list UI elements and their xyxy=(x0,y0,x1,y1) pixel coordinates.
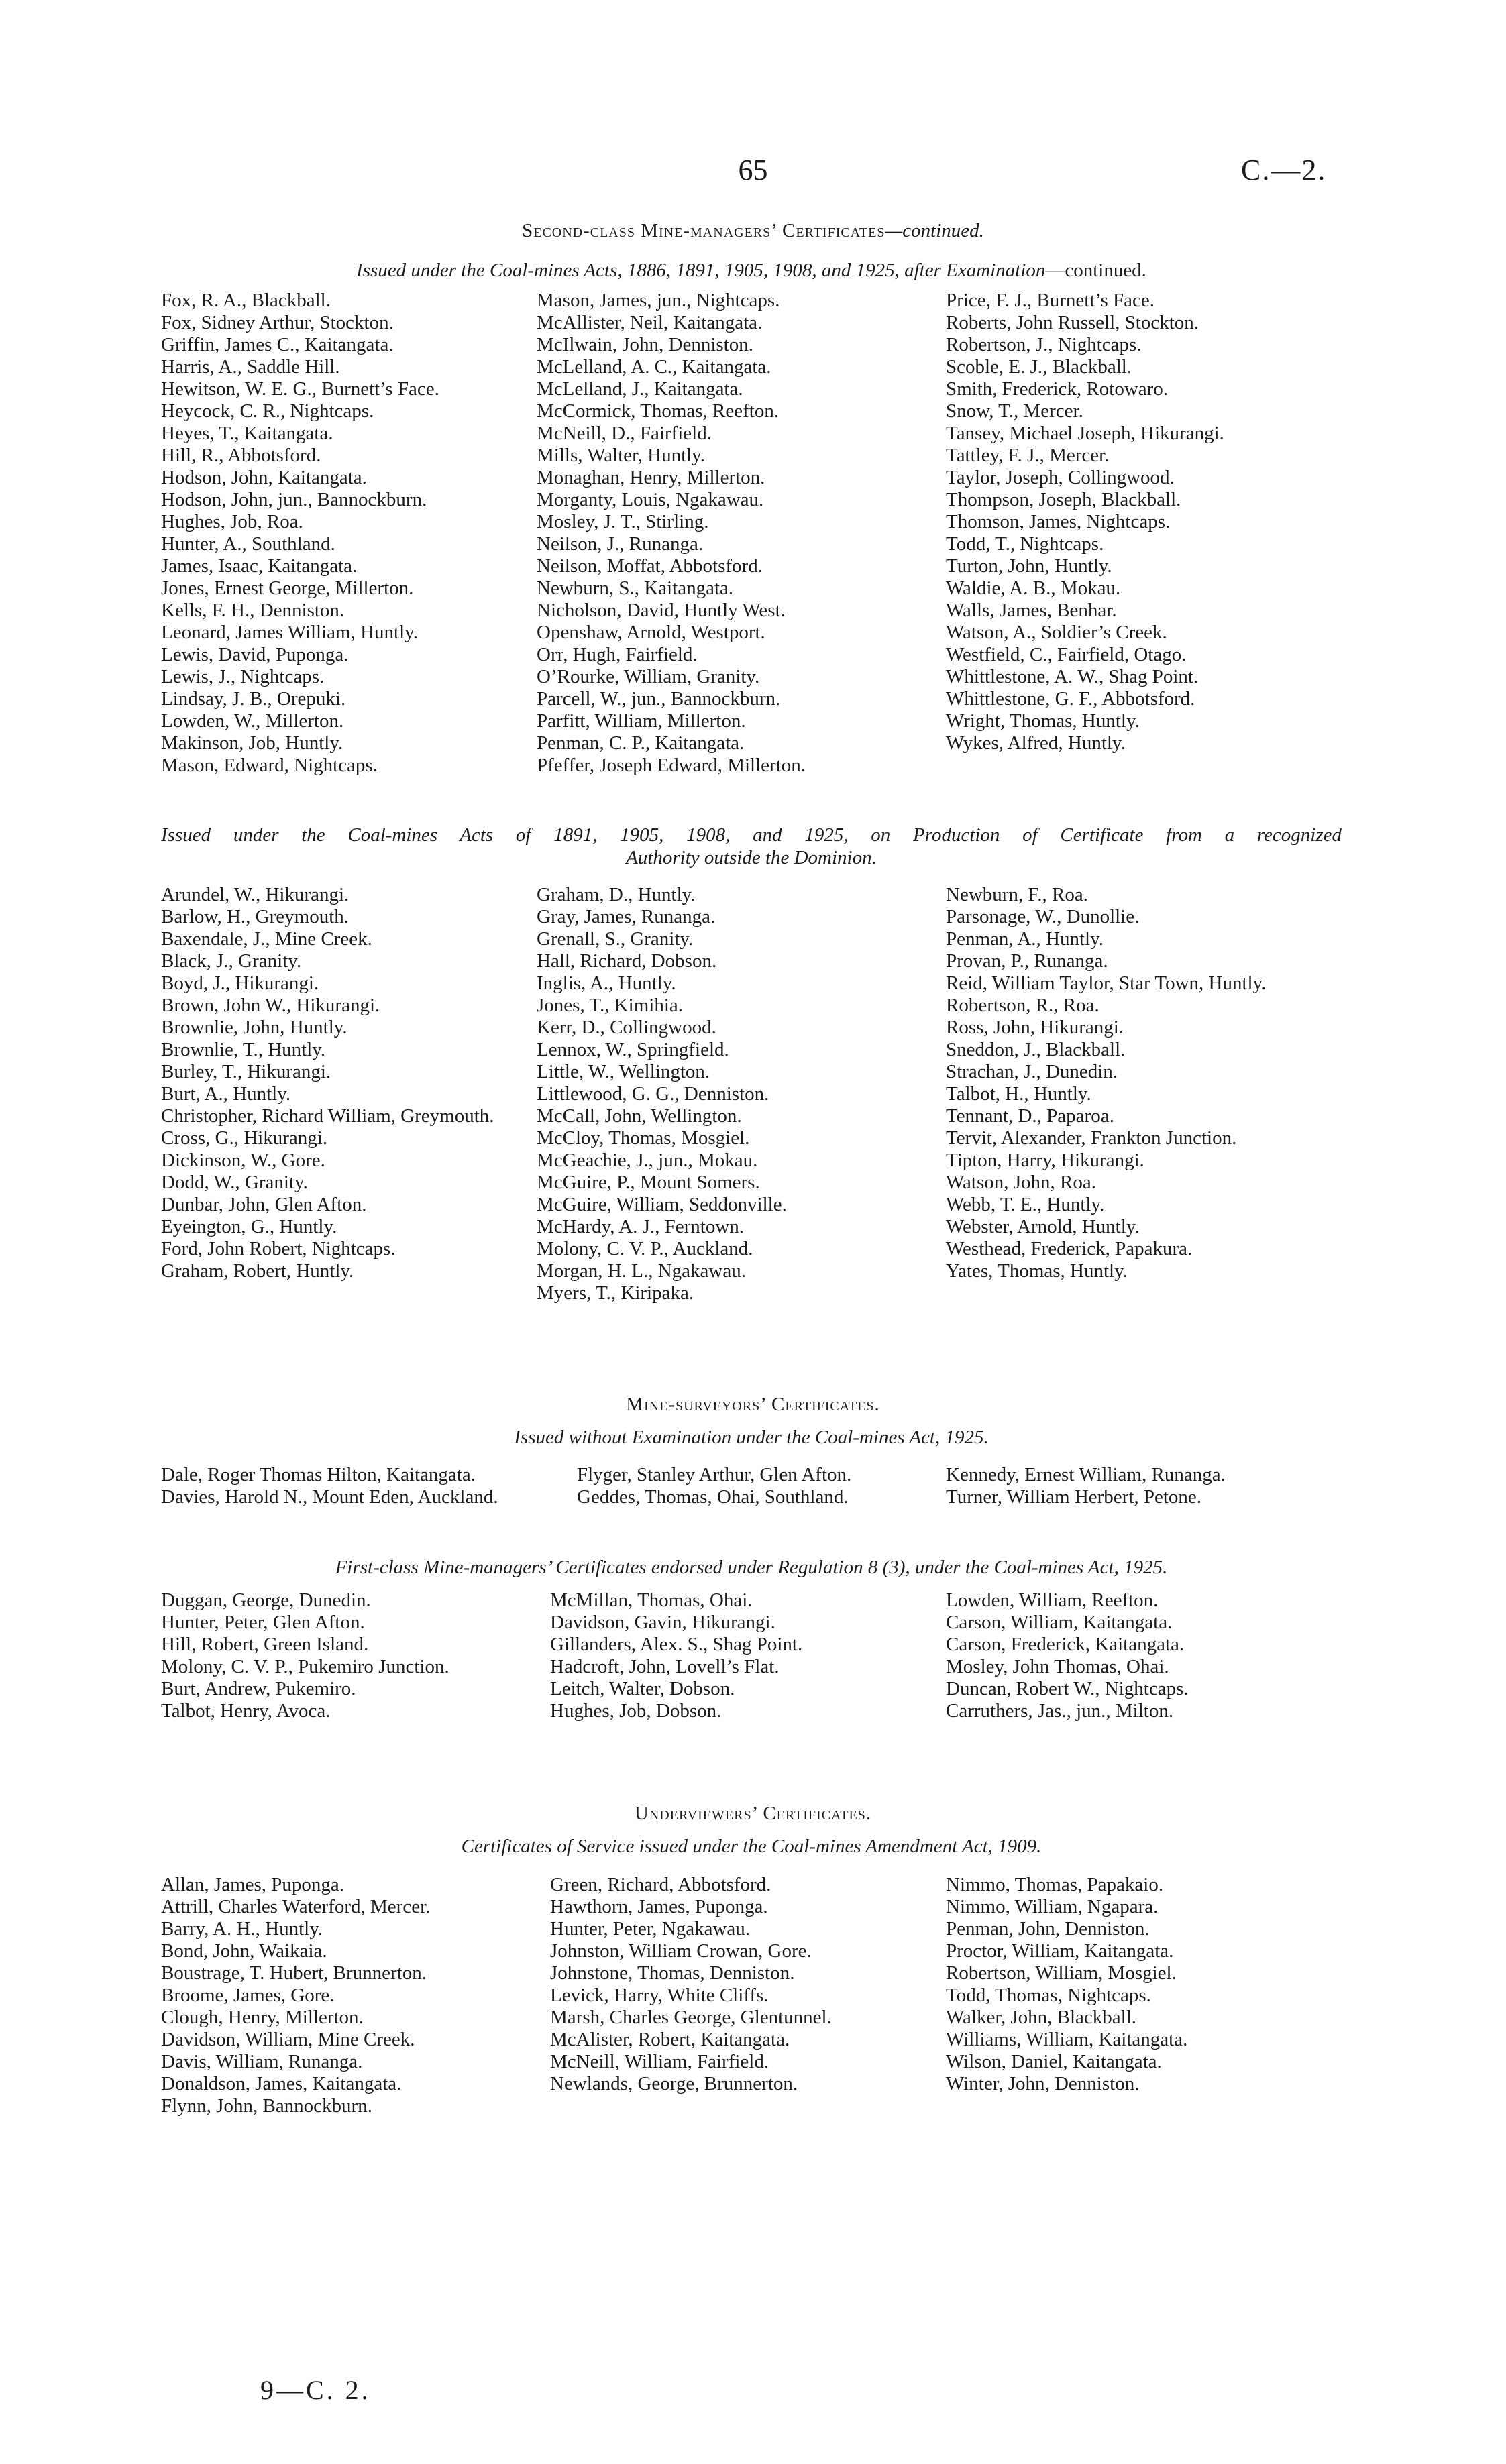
list-item: Hodson, John, jun., Bannockburn. xyxy=(161,489,427,510)
list-item: Mason, James, jun., Nightcaps. xyxy=(537,290,780,311)
list-item: Kells, F. H., Denniston. xyxy=(161,600,345,621)
list-item: Waldie, A. B., Mokau. xyxy=(946,577,1121,599)
list-item: Black, J., Granity. xyxy=(161,950,302,972)
list-item: Brownlie, T., Huntly. xyxy=(161,1039,326,1060)
list-item: Hewitson, W. E. G., Burnett’s Face. xyxy=(161,378,439,400)
list-item: Gillanders, Alex. S., Shag Point. xyxy=(550,1634,803,1655)
list-item: Morgan, H. L., Ngakawau. xyxy=(537,1260,746,1282)
list-item: McGeachie, J., jun., Mokau. xyxy=(537,1150,758,1171)
list-item: Provan, P., Runanga. xyxy=(946,950,1108,972)
list-item: Scoble, E. J., Blackball. xyxy=(946,356,1132,378)
list-item: Flyger, Stanley Arthur, Glen Afton. xyxy=(577,1464,852,1486)
section-title xyxy=(0,220,1506,242)
list-item: Strachan, J., Dunedin. xyxy=(946,1061,1118,1082)
list-item: Inglis, A., Huntly. xyxy=(537,972,676,994)
list-item: Kerr, D., Collingwood. xyxy=(537,1017,716,1038)
list-item: Tattley, F. J., Mercer. xyxy=(946,445,1110,466)
list-item: McHardy, A. J., Ferntown. xyxy=(537,1216,745,1237)
list-item: Wilson, Daniel, Kaitangata. xyxy=(946,2051,1162,2072)
list-item: Robertson, J., Nightcaps. xyxy=(946,334,1142,355)
section-subheading xyxy=(161,824,1342,869)
list-item: Thompson, Joseph, Blackball. xyxy=(946,489,1181,510)
list-item: Newlands, George, Brunnerton. xyxy=(550,2073,798,2094)
section-subheading: Issued without Examination under the Coal-mines Act, 1925. xyxy=(514,1426,989,1448)
section-subheading: First-class Mine-managers’ Certificates endorsed under Regulation 8 (3), under the Coal-mines Act, 1925. xyxy=(335,1557,1168,1578)
list-item: Heycock, C. R., Nightcaps. xyxy=(161,400,374,422)
list-item: Lindsay, J. B., Orepuki. xyxy=(161,688,346,710)
list-item: Whittlestone, G. F., Abbotsford. xyxy=(946,688,1195,710)
list-item: Westhead, Frederick, Papakura. xyxy=(946,1238,1193,1259)
list-item: McLelland, J., Kaitangata. xyxy=(537,378,743,400)
list-item: Christopher, Richard William, Greymouth. xyxy=(161,1105,494,1127)
list-item: Dickinson, W., Gore. xyxy=(161,1150,325,1171)
section-subheading-suffix: —continued. xyxy=(1045,260,1146,281)
list-item: Tansey, Michael Joseph, Hikurangi. xyxy=(946,423,1224,444)
list-item: Geddes, Thomas, Ohai, Southland. xyxy=(577,1486,849,1508)
list-item: Todd, Thomas, Nightcaps. xyxy=(946,1984,1151,2006)
list-item: Penman, John, Denniston. xyxy=(946,1918,1150,1940)
list-item: Mills, Walter, Huntly. xyxy=(537,445,706,466)
list-column-3 xyxy=(946,884,1348,1282)
list-item: Hill, Robert, Green Island. xyxy=(161,1634,369,1655)
list-item: Yates, Thomas, Huntly. xyxy=(946,1260,1128,1282)
list-item: Boyd, J., Hikurangi. xyxy=(161,972,319,994)
list-item: Mason, Edward, Nightcaps. xyxy=(161,754,378,776)
list-item: Johnstone, Thomas, Denniston. xyxy=(550,1962,795,1984)
list-item: Davis, William, Runanga. xyxy=(161,2051,363,2072)
list-item: Boustrage, T. Hubert, Brunnerton. xyxy=(161,1962,427,1984)
list-item: Neilson, J., Runanga. xyxy=(537,533,704,555)
list-column-1 xyxy=(161,290,537,777)
list-item: Duggan, George, Dunedin. xyxy=(161,1589,371,1611)
list-item: McMillan, Thomas, Ohai. xyxy=(550,1589,753,1611)
page-number: 65 xyxy=(738,154,768,186)
list-item: Proctor, William, Kaitangata. xyxy=(946,1940,1174,1962)
list-item: Davies, Harold N., Mount Eden, Auckland. xyxy=(161,1486,498,1508)
list-item: Hall, Richard, Dobson. xyxy=(537,950,717,972)
list-item: Robertson, R., Roa. xyxy=(946,995,1099,1016)
list-item: Webster, Arnold, Huntly. xyxy=(946,1216,1140,1237)
list-item: Hill, R., Abbotsford. xyxy=(161,445,321,466)
list-item: Hodson, John, Kaitangata. xyxy=(161,467,367,488)
list-item: Brown, John W., Hikurangi. xyxy=(161,995,380,1016)
list-item: Snow, T., Mercer. xyxy=(946,400,1083,422)
list-item: Bond, John, Waikaia. xyxy=(161,1940,327,1962)
list-item: Talbot, H., Huntly. xyxy=(946,1083,1091,1105)
section-subheading xyxy=(161,259,1342,282)
list-item: Graham, Robert, Huntly. xyxy=(161,1260,354,1282)
list-item: Sneddon, J., Blackball. xyxy=(946,1039,1126,1060)
list-item: Robertson, William, Mosgiel. xyxy=(946,1962,1177,1984)
list-item: McIlwain, John, Denniston. xyxy=(537,334,753,355)
list-item: Jones, Ernest George, Millerton. xyxy=(161,577,414,599)
list-item: Roberts, John Russell, Stockton. xyxy=(946,312,1199,333)
list-item: Carson, William, Kaitangata. xyxy=(946,1612,1173,1633)
list-item: Watson, A., Soldier’s Creek. xyxy=(946,622,1167,643)
list-item: Tennant, D., Paparoa. xyxy=(946,1105,1114,1127)
list-item: Davidson, William, Mine Creek. xyxy=(161,2029,415,2050)
list-item: Taylor, Joseph, Collingwood. xyxy=(946,467,1175,488)
list-item: Turton, John, Huntly. xyxy=(946,555,1112,577)
list-item: Eyeington, G., Huntly. xyxy=(161,1216,337,1237)
list-item: Openshaw, Arnold, Westport. xyxy=(537,622,765,643)
list-item: Duncan, Robert W., Nightcaps. xyxy=(946,1678,1189,1699)
list-item: Tipton, Harry, Hikurangi. xyxy=(946,1150,1144,1171)
list-item: Hunter, Peter, Ngakawau. xyxy=(550,1918,751,1940)
list-item: Brownlie, John, Huntly. xyxy=(161,1017,347,1038)
list-item: McCormick, Thomas, Reefton. xyxy=(537,400,779,422)
list-item: McNeill, D., Fairfield. xyxy=(537,423,712,444)
list-item: Ross, John, Hikurangi. xyxy=(946,1017,1124,1038)
list-item: Nimmo, William, Ngapara. xyxy=(946,1896,1159,1917)
list-item: McAllister, Neil, Kaitangata. xyxy=(537,312,763,333)
section-title: Underviewers’ Certificates. xyxy=(634,1803,872,1824)
list-item: Ford, John Robert, Nightcaps. xyxy=(161,1238,396,1259)
list-item: Davidson, Gavin, Hikurangi. xyxy=(550,1612,775,1633)
list-item: Green, Richard, Abbotsford. xyxy=(550,1874,771,1895)
list-item: Harris, A., Saddle Hill. xyxy=(161,356,340,378)
list-item: Myers, T., Kiripaka. xyxy=(537,1282,694,1304)
list-item: Walls, James, Benhar. xyxy=(946,600,1117,621)
list-column-3 xyxy=(946,290,1348,754)
list-item: Turner, William Herbert, Petone. xyxy=(946,1486,1202,1508)
list-item: Newburn, S., Kaitangata. xyxy=(537,577,734,599)
list-column-3 xyxy=(946,1589,1348,1722)
list-item: Parcell, W., jun., Bannockburn. xyxy=(537,688,781,710)
list-item: Leonard, James William, Huntly. xyxy=(161,622,419,643)
list-item: Littlewood, G. G., Denniston. xyxy=(537,1083,769,1105)
list-item: Parfitt, William, Millerton. xyxy=(537,710,746,732)
list-item: O’Rourke, William, Granity. xyxy=(537,666,760,687)
list-item: James, Isaac, Kaitangata. xyxy=(161,555,358,577)
list-item: Lowden, William, Reefton. xyxy=(946,1589,1159,1611)
list-item: Hunter, Peter, Glen Afton. xyxy=(161,1612,365,1633)
list-item: Monaghan, Henry, Millerton. xyxy=(537,467,765,488)
section-title-text: Second-class Mine-managers’ Certificates xyxy=(522,220,885,241)
list-item: Hughes, Job, Roa. xyxy=(161,511,303,533)
list-item: Webb, T. E., Huntly. xyxy=(946,1194,1105,1215)
list-item: Hughes, Job, Dobson. xyxy=(550,1700,722,1722)
list-item: Nicholson, David, Huntly West. xyxy=(537,600,786,621)
list-item: Arundel, W., Hikurangi. xyxy=(161,884,349,905)
list-item: McGuire, William, Seddonville. xyxy=(537,1194,787,1215)
list-item: Allan, James, Puponga. xyxy=(161,1874,345,1895)
list-item: Clough, Henry, Millerton. xyxy=(161,2007,364,2028)
list-item: Talbot, Henry, Avoca. xyxy=(161,1700,331,1722)
list-item: Carruthers, Jas., jun., Milton. xyxy=(946,1700,1174,1722)
list-item: Burt, A., Huntly. xyxy=(161,1083,291,1105)
list-item: Marsh, Charles George, Glentunnel. xyxy=(550,2007,832,2028)
list-item: Heyes, T., Kaitangata. xyxy=(161,423,333,444)
section-subheading-text: Issued under the Coal-mines Acts, 1886, 1891, 1905, 1908, and 1925, after Examination xyxy=(356,260,1046,281)
list-item: Cross, G., Hikurangi. xyxy=(161,1127,328,1149)
list-item: Parsonage, W., Dunollie. xyxy=(946,906,1140,928)
list-item: Hadcroft, John, Lovell’s Flat. xyxy=(550,1656,779,1677)
list-item: McCloy, Thomas, Mosgiel. xyxy=(537,1127,750,1149)
list-item: Broome, James, Gore. xyxy=(161,1984,335,2006)
list-column-3 xyxy=(946,1464,1348,1508)
list-column-3 xyxy=(946,1874,1348,2095)
list-item: Todd, T., Nightcaps. xyxy=(946,533,1104,555)
list-item: McLelland, A. C., Kaitangata. xyxy=(537,356,771,378)
list-item: Mosley, John Thomas, Ohai. xyxy=(946,1656,1169,1677)
page-code: C.—2. xyxy=(1241,154,1327,186)
list-item: Neilson, Moffat, Abbotsford. xyxy=(537,555,763,577)
list-item: Fox, Sidney Arthur, Stockton. xyxy=(161,312,394,333)
list-item: Lennox, W., Springfield. xyxy=(537,1039,729,1060)
section-subheading: Certificates of Service issued under the Coal-mines Amendment Act, 1909. xyxy=(461,1836,1042,1857)
list-item: Wykes, Alfred, Huntly. xyxy=(946,732,1126,754)
list-item: Grenall, S., Granity. xyxy=(537,928,694,950)
list-column-2 xyxy=(550,1589,926,1722)
list-item: Smith, Frederick, Rotowaro. xyxy=(946,378,1169,400)
list-item: Burt, Andrew, Pukemiro. xyxy=(161,1678,356,1699)
list-item: McNeill, William, Fairfield. xyxy=(550,2051,769,2072)
list-item: Whittlestone, A. W., Shag Point. xyxy=(946,666,1199,687)
list-item: Barry, A. H., Huntly. xyxy=(161,1918,323,1940)
list-item: Donaldson, James, Kaitangata. xyxy=(161,2073,402,2094)
section-title: Mine-surveyors’ Certificates. xyxy=(626,1394,880,1415)
list-item: Williams, William, Kaitangata. xyxy=(946,2029,1188,2050)
list-column-1 xyxy=(161,1874,537,2117)
list-item: Dodd, W., Granity. xyxy=(161,1172,308,1193)
list-item: Attrill, Charles Waterford, Mercer. xyxy=(161,1896,431,1917)
list-item: Tervit, Alexander, Frankton Junction. xyxy=(946,1127,1237,1149)
list-item: Lewis, David, Puponga. xyxy=(161,644,349,665)
list-item: Johnston, William Crowan, Gore. xyxy=(550,1940,812,1962)
list-item: Walker, John, Blackball. xyxy=(946,2007,1137,2028)
list-item: Fox, R. A., Blackball. xyxy=(161,290,331,311)
list-item: Pfeffer, Joseph Edward, Millerton. xyxy=(537,754,806,776)
list-item: Dale, Roger Thomas Hilton, Kaitangata. xyxy=(161,1464,476,1486)
list-item: Flynn, John, Bannockburn. xyxy=(161,2095,372,2117)
list-item: Graham, D., Huntly. xyxy=(537,884,696,905)
list-item: Hunter, A., Southland. xyxy=(161,533,335,555)
section-subheading-line1: Issued under the Coal-mines Acts of 1891, 1905, 1908, and 1925, on Production of Certificate from a recognized xyxy=(161,824,1342,846)
list-item: Orr, Hugh, Fairfield. xyxy=(537,644,698,665)
list-item: Kennedy, Ernest William, Runanga. xyxy=(946,1464,1226,1486)
list-item: Burley, T., Hikurangi. xyxy=(161,1061,331,1082)
list-item: Jones, T., Kimihia. xyxy=(537,995,684,1016)
list-item: McGuire, P., Mount Somers. xyxy=(537,1172,760,1193)
list-column-1 xyxy=(161,1464,557,1508)
section-subheading-line2: Authority outside the Dominion. xyxy=(626,847,877,869)
list-item: Winter, John, Denniston. xyxy=(946,2073,1140,2094)
list-item: Wright, Thomas, Huntly. xyxy=(946,710,1140,732)
list-item: Molony, C. V. P., Pukemiro Junction. xyxy=(161,1656,449,1677)
list-item: Penman, A., Huntly. xyxy=(946,928,1104,950)
list-item: Barlow, H., Greymouth. xyxy=(161,906,349,928)
list-item: Molony, C. V. P., Auckland. xyxy=(537,1238,753,1259)
list-column-2 xyxy=(550,1874,926,2095)
list-item: Penman, C. P., Kaitangata. xyxy=(537,732,745,754)
list-column-2 xyxy=(537,884,926,1304)
list-item: Watson, John, Roa. xyxy=(946,1172,1097,1193)
list-item: Hawthorn, James, Puponga. xyxy=(550,1896,768,1917)
list-item: Price, F. J., Burnett’s Face. xyxy=(946,290,1154,311)
list-item: Makinson, Job, Huntly. xyxy=(161,732,343,754)
list-item: Gray, James, Runanga. xyxy=(537,906,716,928)
list-item: Lowden, W., Millerton. xyxy=(161,710,344,732)
list-item: Newburn, F., Roa. xyxy=(946,884,1088,905)
list-item: Lewis, J., Nightcaps. xyxy=(161,666,325,687)
list-column-2 xyxy=(577,1464,939,1508)
list-item: Little, W., Wellington. xyxy=(537,1061,710,1082)
list-column-2 xyxy=(537,290,939,777)
footer-signature: 9—C. 2. xyxy=(260,2375,371,2405)
list-item: Nimmo, Thomas, Papakaio. xyxy=(946,1874,1164,1895)
list-item: Reid, William Taylor, Star Town, Huntly. xyxy=(946,972,1267,994)
list-item: Morganty, Louis, Ngakawau. xyxy=(537,489,764,510)
list-item: Baxendale, J., Mine Creek. xyxy=(161,928,372,950)
list-item: Westfield, C., Fairfield, Otago. xyxy=(946,644,1187,665)
list-item: Levick, Harry, White Cliffs. xyxy=(550,1984,769,2006)
list-item: Mosley, J. T., Stirling. xyxy=(537,511,709,533)
list-item: McCall, John, Wellington. xyxy=(537,1105,742,1127)
list-item: Dunbar, John, Glen Afton. xyxy=(161,1194,367,1215)
list-item: Griffin, James C., Kaitangata. xyxy=(161,334,394,355)
section-title-suffix: —continued. xyxy=(885,220,984,241)
list-item: Carson, Frederick, Kaitangata. xyxy=(946,1634,1185,1655)
list-item: McAlister, Robert, Kaitangata. xyxy=(550,2029,790,2050)
list-item: Leitch, Walter, Dobson. xyxy=(550,1678,735,1699)
list-item: Thomson, James, Nightcaps. xyxy=(946,511,1171,533)
list-column-1 xyxy=(161,884,523,1282)
list-column-1 xyxy=(161,1589,537,1722)
